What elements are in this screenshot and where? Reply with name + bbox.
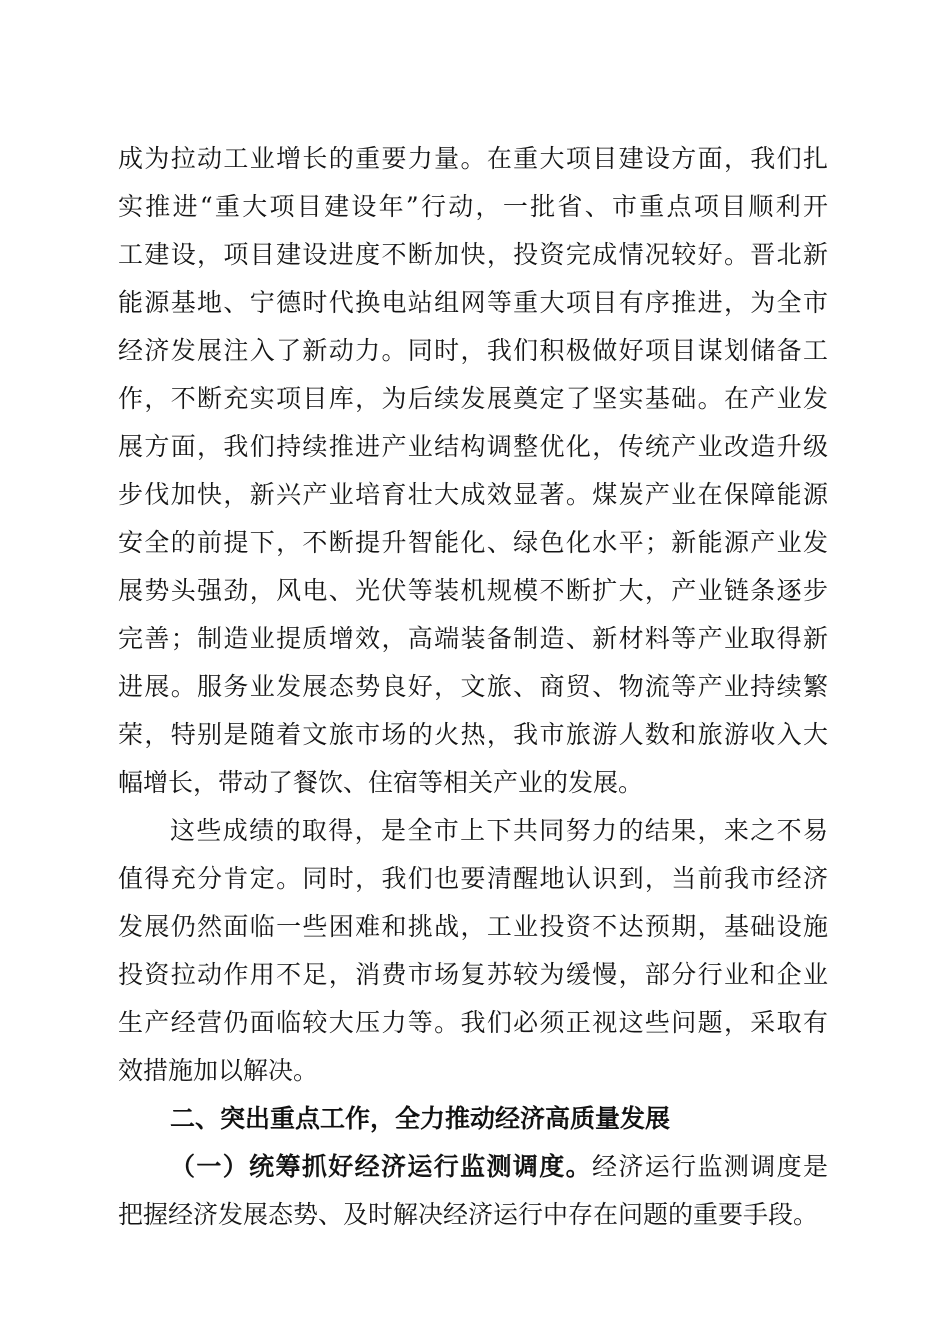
text-line: 展方面，我们持续推进产业结构调整优化，传统产业改造升级 — [118, 432, 828, 461]
subsection-title: （一）统筹抓好经济运行监测调度。 — [170, 1152, 592, 1181]
text-line: 完善；制造业提质增效，高端装备制造、新材料等产业取得新 — [118, 624, 828, 653]
text-line: 步伐加快，新兴产业培育壮大成效显著。煤炭产业在保障能源 — [118, 480, 828, 509]
text-line: 能源基地、宁德时代换电站组网等重大项目有序推进，为全市 — [118, 288, 828, 317]
text-line: 工建设，项目建设进度不断加快，投资完成情况较好。晋北新 — [118, 240, 828, 269]
text-line: 发展仍然面临一些困难和挑战，工业投资不达预期，基础设施 — [118, 912, 828, 941]
text-line: 展势头强劲，风电、光伏等装机规模不断扩大，产业链条逐步 — [118, 576, 828, 605]
text-line: 进展。服务业发展态势良好，文旅、商贸、物流等产业持续繁 — [118, 672, 828, 701]
section-heading: 二、突出重点工作，全力推动经济高质量发展 — [170, 1104, 671, 1133]
text-line: 投资拉动作用不足，消费市场复苏较为缓慢，部分行业和企业 — [118, 960, 828, 989]
text-line: 值得充分肯定。同时，我们也要清醒地认识到，当前我市经济 — [118, 864, 828, 893]
text-line: 效措施加以解决。 — [118, 1056, 319, 1085]
text-line: 这些成绩的取得，是全市上下共同努力的结果，来之不易 — [170, 816, 828, 845]
text-line: 实推进“重大项目建设年”行动，一批省、市重点项目顺利开 — [118, 192, 828, 221]
text-line: 幅增长，带动了餐饮、住宿等相关产业的发展。 — [118, 768, 644, 797]
text-line: 生产经营仍面临较大压力等。我们必须正视这些问题，采取有 — [118, 1008, 828, 1037]
text-line: 荣，特别是随着文旅市场的火热，我市旅游人数和旅游收入大 — [118, 720, 828, 749]
text-line: 把握经济发展态势、及时解决经济运行中存在问题的重要手段。 — [118, 1200, 819, 1229]
text-line: 作，不断充实项目库，为后续发展奠定了坚实基础。在产业发 — [118, 384, 828, 413]
subsection-first-line — [170, 1149, 828, 1185]
text-line: 成为拉动工业增长的重要力量。在重大项目建设方面，我们扎 — [118, 144, 828, 173]
text-line: 安全的前提下，不断提升智能化、绿色化水平；新能源产业发 — [118, 528, 828, 557]
text-line: 经济发展注入了新动力。同时，我们积极做好项目谋划储备工 — [118, 336, 828, 365]
subsection-text: 经济运行监测调度是 — [591, 1152, 828, 1181]
